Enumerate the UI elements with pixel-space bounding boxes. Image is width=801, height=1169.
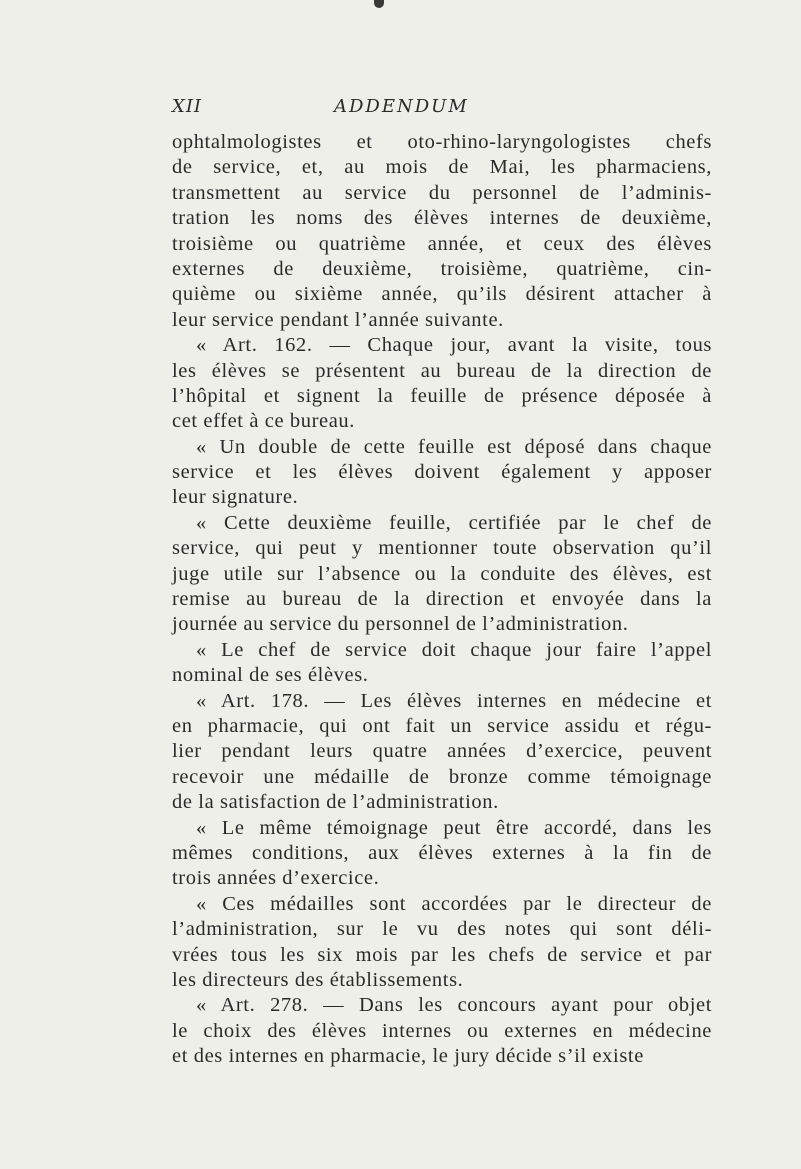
text-line: transmettent au service du personnel de l’adminis- — [172, 181, 712, 204]
page-number: XII — [172, 96, 203, 117]
text-line: « Le même témoignage peut être accordé, dans les — [196, 816, 712, 839]
text-line: « Art. 278. — Dans les concours ayant pour objet — [196, 994, 712, 1017]
text-line: leur service pendant l’année suivante. — [172, 308, 504, 331]
text-line: et des internes en pharmacie, le jury décide s’il existe — [172, 1045, 644, 1068]
text-line: nominal de ses élèves. — [172, 664, 369, 687]
text-line: leur signature. — [172, 486, 299, 509]
text-line: mêmes conditions, aux élèves externes à la fin de — [172, 841, 712, 864]
text-line: lier pendant leurs quatre années d’exercice, peuvent — [172, 740, 712, 763]
text-line: service, qui peut y mentionner toute observation qu’il — [172, 537, 712, 560]
text-line: vrées tous les six mois par les chefs de service et par — [172, 943, 712, 966]
text-line: en pharmacie, qui ont fait un service assidu et régu- — [172, 714, 712, 737]
text-line: cet effet à ce bureau. — [172, 410, 355, 433]
text-line: « Ces médailles sont accordées par le directeur de — [196, 892, 712, 915]
text-line: journée au service du personnel de l’administration. — [172, 613, 629, 636]
running-head — [172, 96, 712, 120]
text-line: recevoir une médaille de bronze comme témoignage — [172, 765, 712, 788]
text-line: l’administration, sur le vu des notes qui sont déli- — [172, 918, 712, 941]
text-line: juge utile sur l’absence ou la conduite des élèves, est — [172, 562, 712, 585]
text-line: le choix des élèves internes ou externes en médecine — [172, 1019, 712, 1042]
text-line: ophtalmologistes et oto-rhino-laryngologistes chefs — [172, 131, 712, 153]
text-line: « Le chef de service doit chaque jour faire l’appel — [196, 638, 712, 661]
text-line: « Art. 178. — Les élèves internes en médecine et — [196, 689, 712, 712]
text-line: l’hôpital et signent la feuille de présence déposée à — [172, 384, 712, 407]
text-line: « Un double de cette feuille est déposé dans chaque — [196, 435, 712, 458]
text-line: troisième ou quatrième année, et ceux des élèves — [172, 232, 712, 255]
binding-mark — [374, 0, 384, 8]
text-line: les élèves se présentent au bureau de la direction de — [172, 359, 712, 382]
text-line: quième ou sixième année, qu’ils désirent attacher à — [172, 283, 712, 306]
body-text — [172, 130, 712, 1069]
text-line: trois années d’exercice. — [172, 867, 380, 890]
text-line: « Cette deuxième feuille, certifiée par le chef de — [196, 511, 712, 534]
text-line: de service, et, au mois de Mai, les pharmaciens, — [172, 156, 712, 179]
text-line: de la satisfaction de l’administration. — [172, 791, 499, 814]
text-line: remise au bureau de la direction et envoyée dans la — [172, 588, 712, 611]
text-line: les directeurs des établissements. — [172, 968, 464, 991]
text-line: service et les élèves doivent également y apposer — [172, 461, 712, 484]
text-line: externes de deuxième, troisième, quatrième, cin- — [172, 257, 712, 280]
text-line: « Art. 162. — Chaque jour, avant la visite, tous — [196, 334, 712, 357]
text-line: tration les noms des élèves internes de deuxième, — [172, 207, 712, 230]
running-title: ADDENDUM — [334, 96, 469, 117]
